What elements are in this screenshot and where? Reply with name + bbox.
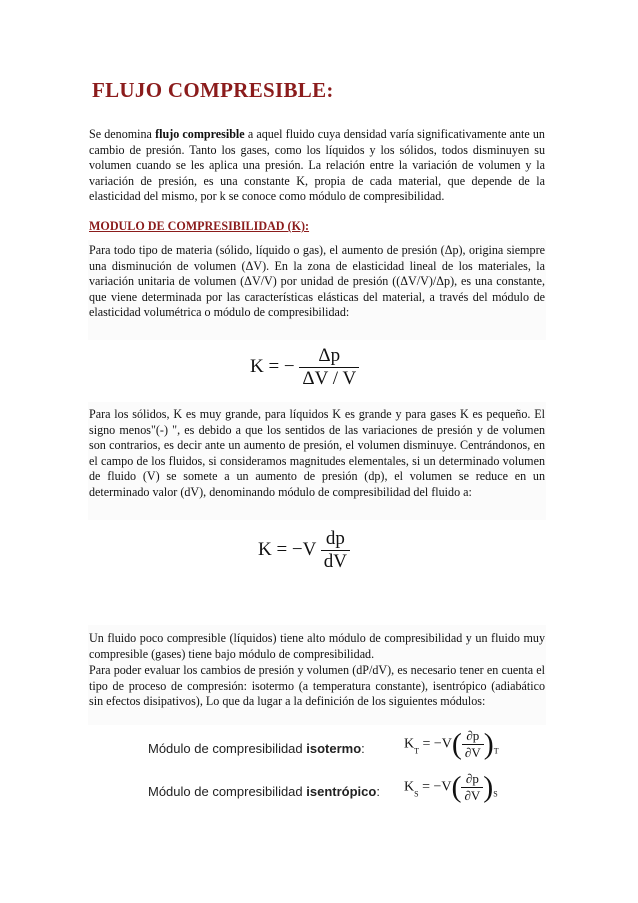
formula2-fraction <box>321 528 350 573</box>
formula2-numerator: dp <box>321 528 350 551</box>
formula-k-delta <box>250 345 359 390</box>
solids-paragraph: Para los sólidos, K es muy grande, para líquidos K es grande y para gases K es pequeño. El signo menos"(-) ", es debido a que los sentidos de las variaciones de presión y de volumen son contrarios, es decir ante un aumento de presión, el volumen disminuye. Centrándonos, en el campo de los fluidos, si consideramos magnitudes elementales, si un determinado volumen de fluido (V) se somete a un aumento de presión (dp), el volumen se reduce en un determinado valor (dV), denominando módulo de compresibilidad del fluido a: <box>89 407 545 499</box>
intro-text-before: Se denomina <box>89 127 156 141</box>
intro-text-after: a aquel fluido cuya densidad varía significativamente ante un cambio de presión. Tanto los gases, como los líquidos y los sólidos, todos disminuyen su volumen cuando se les aplica una presión. La relación entre la variación de volumen y la variación de presión, es una constante K, propia de cada material, que depende de la elasticidad del mismo, por k se conoce como módulo de compresibilidad. <box>89 127 545 204</box>
formula1-fraction <box>299 345 359 390</box>
fluid-compressibility-paragraph: Un fluido poco compresible (líquidos) tiene alto módulo de compresibilidad y un fluido muy compresible (gases) tiene bajo módulo de compresibilidad. <box>89 631 545 661</box>
document-title: FLUJO COMPRESIBLE: <box>92 78 334 102</box>
module-isentropico-formula: $K_S = -V$( $\frac{\partial p}{\partial V}$ )$_S$ <box>404 770 498 804</box>
compressibility-paragraph: Para todo tipo de materia (sólido, líquido o gas), el aumento de presión (Δp), origina siempre una disminución de volumen (ΔV). En la zona de elasticidad lineal de los materiales, la variación unitaria de volumen (ΔV/V) por unidad de presión ((ΔV/V)/Δp), es una constante, que viene determinada por las características elásticas del material, a través del módulo de elasticidad volumétrica o módulo de compresibilidad: <box>89 243 545 320</box>
formula1-denominator: ΔV / V <box>302 368 357 389</box>
process-paragraph: Para poder evaluar los cambios de presión y volumen (dP/dV), es necesario tener en cuenta el tipo de proceso de compresión: isotermo (a temperatura constante), isentrópico (adiabático sin efectos disipativos), Lo que da lugar a la definición de los siguientes módulos: <box>89 663 545 709</box>
formula1-numerator: Δp <box>299 345 359 368</box>
module-isotermo-formula: $K_T = -V$( $\frac{\partial p}{\partial V}$ )$_T$ <box>404 727 499 761</box>
formula1-lhs: K = − <box>250 355 295 377</box>
module-isotermo-label: Módulo de compresibilidad isotermo: <box>148 741 365 756</box>
formula2-denominator: dV <box>323 551 348 572</box>
section-heading: MODULO DE COMPRESIBILIDAD (K): <box>89 219 310 233</box>
formula-k-differential <box>258 528 350 573</box>
intro-bold-term: flujo compresible <box>155 127 245 141</box>
module-isentropico-label: Módulo de compresibilidad isentrópico: <box>148 784 380 799</box>
formula2-lhs: K = −V <box>258 538 317 560</box>
intro-paragraph <box>89 127 545 205</box>
